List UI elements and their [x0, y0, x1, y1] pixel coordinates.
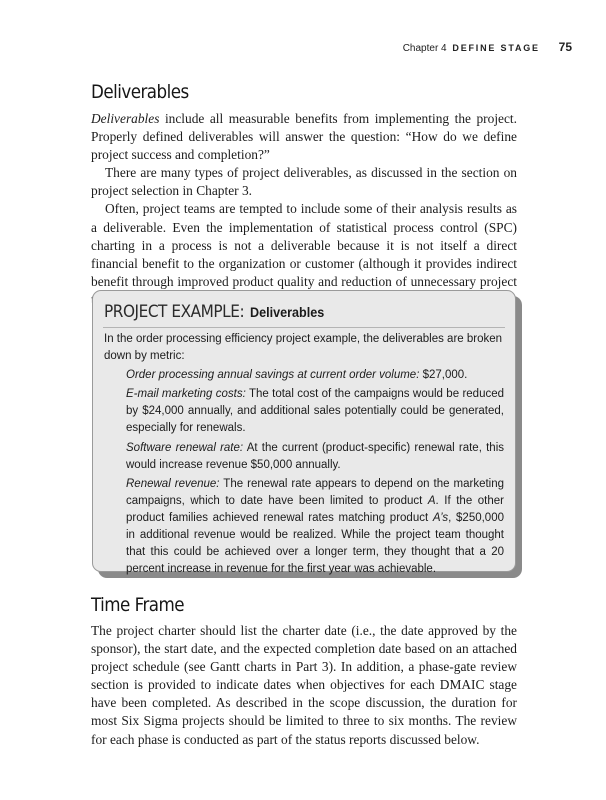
- title-divider: [103, 327, 505, 328]
- project-example-kicker: PROJECT EXAMPLE:: [104, 302, 245, 322]
- time-frame-heading: Time Frame: [91, 594, 185, 616]
- project-example-intro: In the order processing efficiency project example, the deliverables are broken down by metric:: [104, 333, 503, 363]
- deliverables-paragraph-1: Deliverables include all measurable benefits from implementing the project. Properly defined deliverables will answer the question: “How do we define project success and completion?”: [91, 111, 517, 163]
- page-number: 75: [558, 40, 572, 54]
- deliverables-term: Deliverables: [91, 111, 160, 126]
- list-item: Software renewal rate: At the current (product-specific) renewal rate, this would increase revenue $50,000 annually.: [126, 441, 505, 471]
- project-example-topic: Deliverables: [249, 304, 324, 320]
- stage-label: DEFINE STAGE: [452, 43, 540, 53]
- deliverables-heading: Deliverables: [91, 81, 189, 103]
- list-item: Renewal revenue: The renewal rate appears to depend on the marketing campaigns, which to date have been limited to product A. If the other product families achieved renewal rates matching product A’s, $250,000 in additional revenue would be realized. While the project team thought that this could be achieved over a longer term, they thought that a 20 percent increase in revenue for the first year was achievable.: [126, 477, 505, 576]
- list-item: Order processing annual savings at current order volume: $27,000.: [126, 369, 468, 382]
- deliverables-paragraph-3: Often, project teams are tempted to include some of their analysis results as a deliverable. Even the implementation of statistical process control (SPC) charting in a process is not a deliverable because it is not itself a direct financial benefit to the organization or customer (although it provides indirect benefit through improved product quality and reduction of unnecessary project: [91, 201, 517, 289]
- running-head: [403, 40, 572, 54]
- deliverable-metric-list: [126, 367, 504, 578]
- time-frame-paragraph: The project charter should list the charter date (i.e., the date approved by the sponsor), the start date, and the expected completion date based on an attached project schedule (see Gantt charts in Part 3). In addition, a phase-gate review section is provided to indicate dates when objectives for each DMAIC stage have been completed. As described in the scope discussion, the duration for most Six Sigma projects should be limited to three to six months. The review for each phase is conducted as part of the status reports discussed below.: [91, 623, 517, 747]
- list-item: E-mail marketing costs: The total cost of the campaigns would be reduced by $24,000 annually, and additional sales potentially could be generated, especially for renewals.: [126, 388, 505, 435]
- project-example-title: [104, 302, 332, 322]
- time-frame-body: [91, 622, 517, 749]
- project-example-box: [92, 290, 516, 576]
- chapter-label: Chapter 4: [402, 43, 447, 54]
- project-example-content: [104, 331, 504, 578]
- deliverables-body: [91, 110, 517, 309]
- deliverables-paragraph-2: There are many types of project deliverables, as discussed in the section on project selection in Chapter 3.: [91, 165, 517, 199]
